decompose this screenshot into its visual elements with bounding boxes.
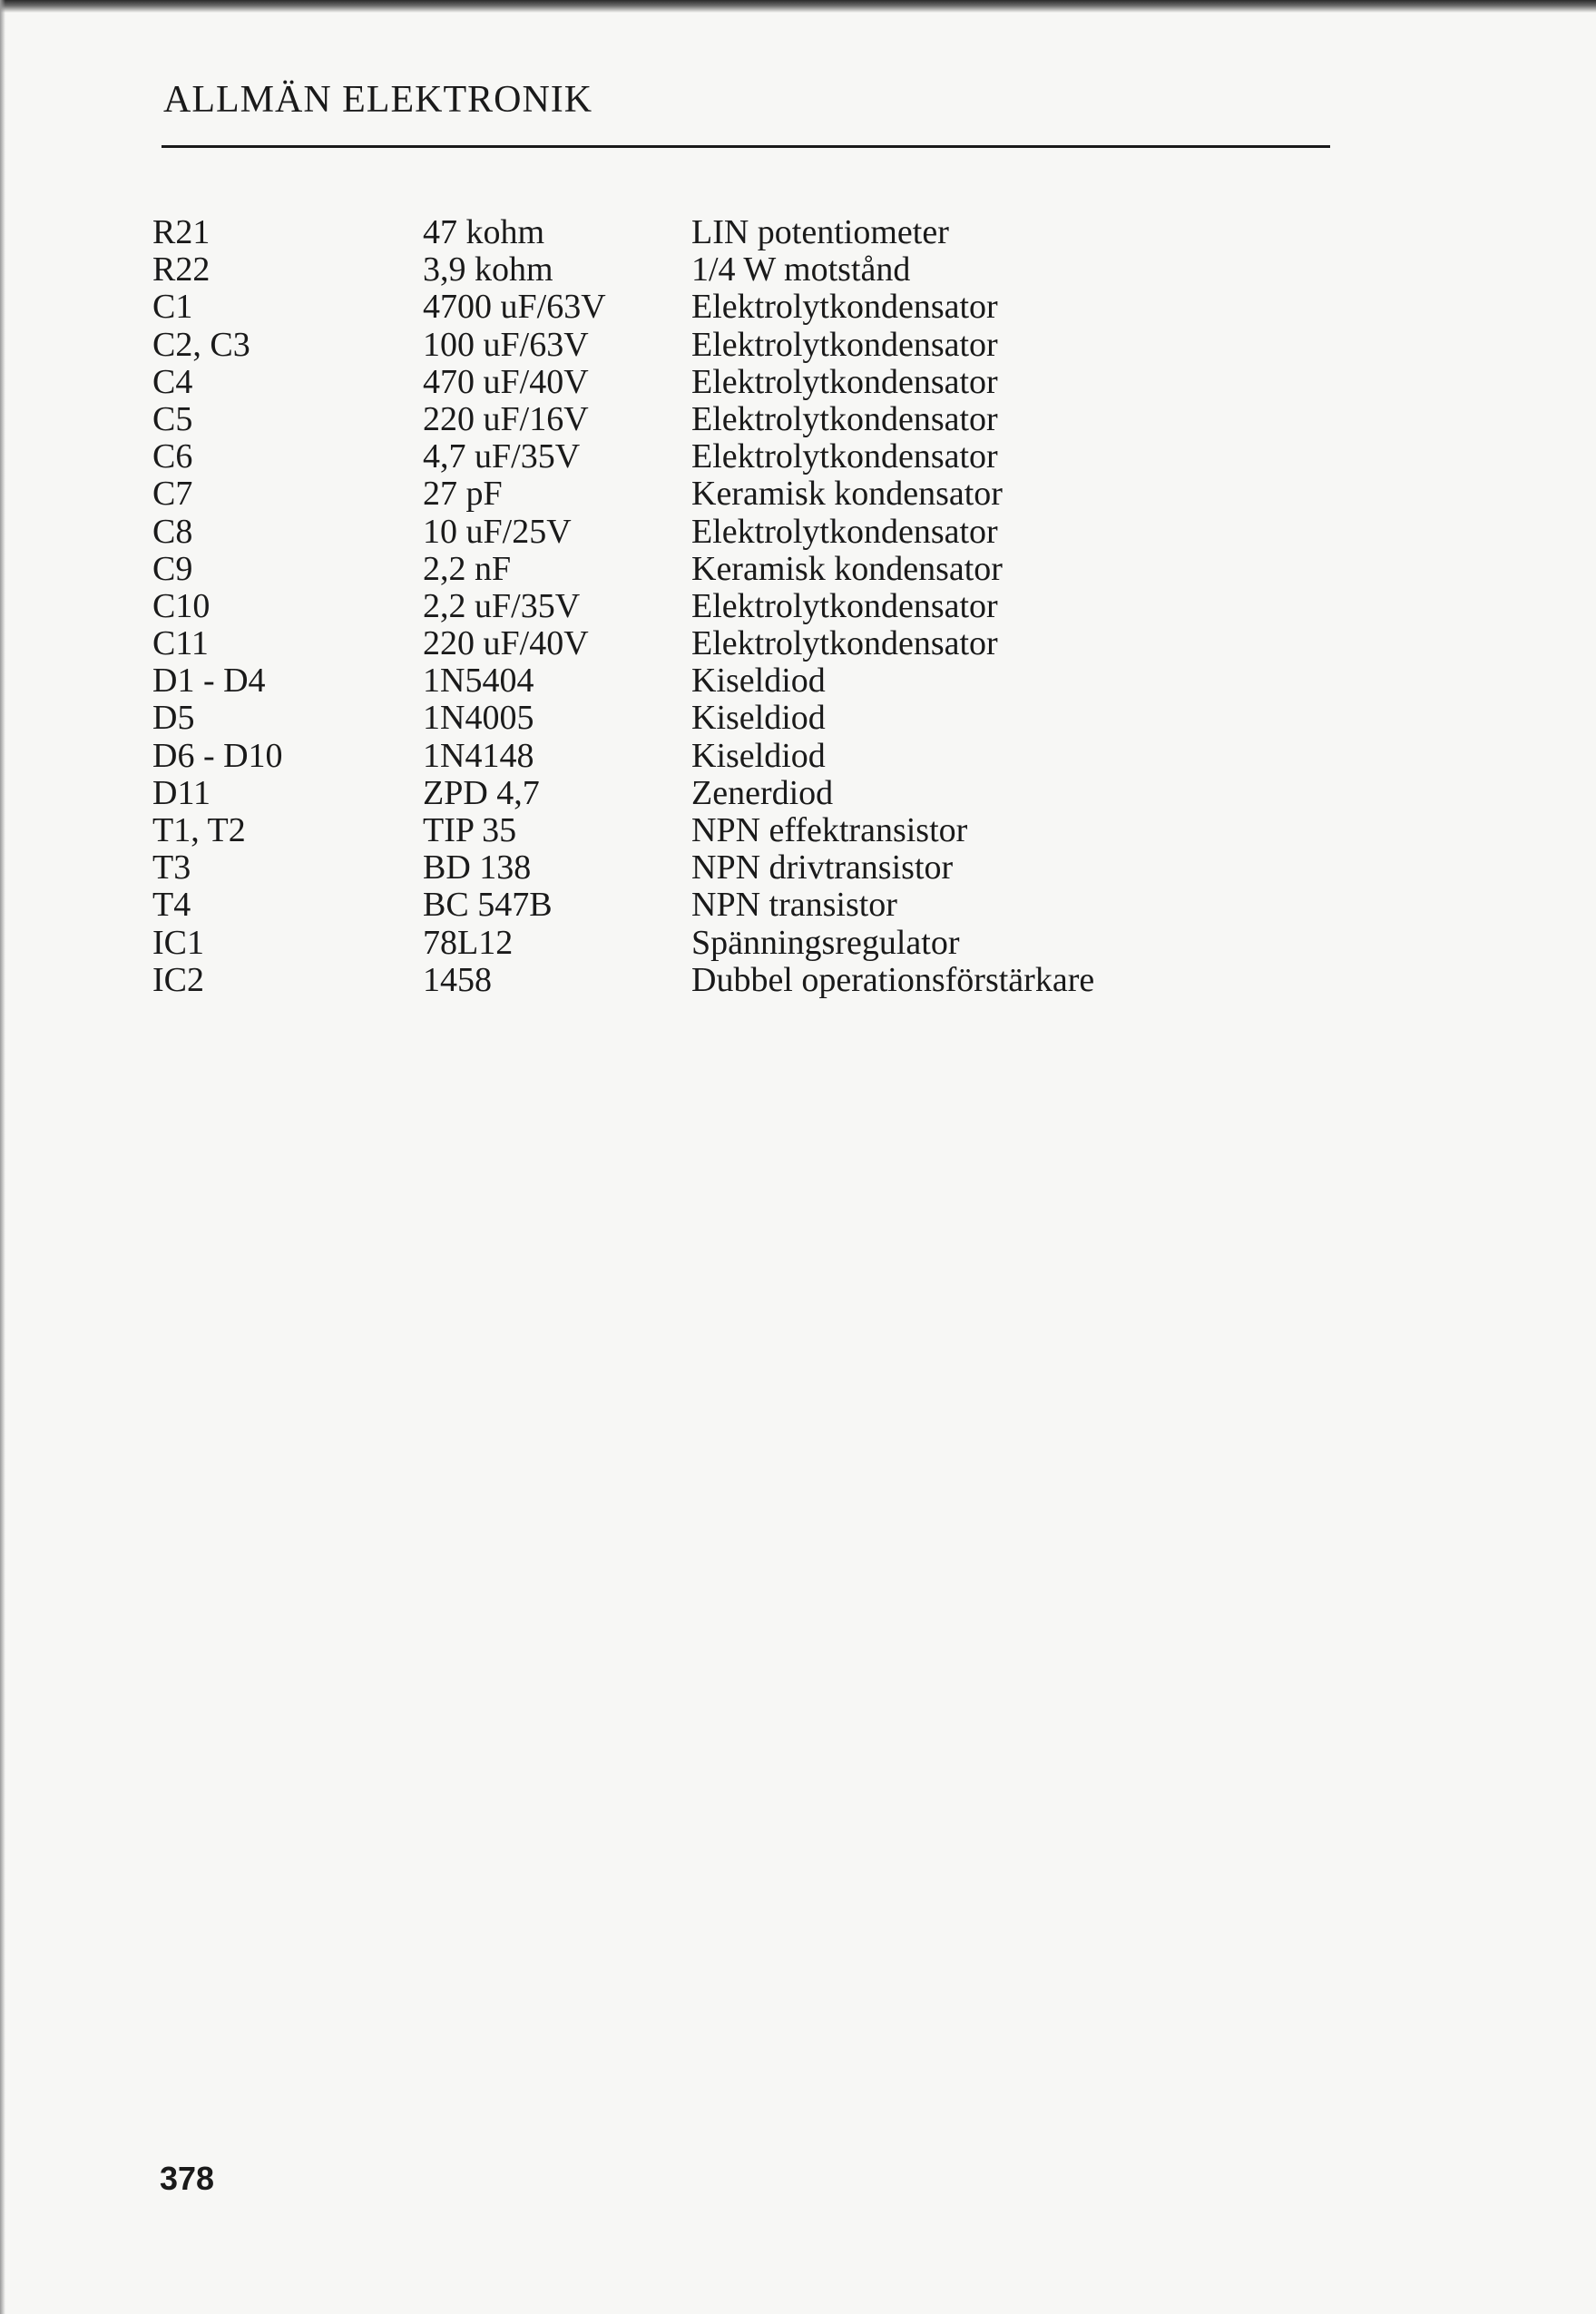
- part-reference: C6: [152, 437, 193, 476]
- part-row: [152, 401, 1441, 438]
- part-value: 4,7 uF/35V: [423, 437, 581, 476]
- part-row: [152, 775, 1441, 812]
- part-reference: C8: [152, 512, 193, 551]
- part-value: 470 uF/40V: [423, 362, 589, 401]
- part-row: [152, 588, 1441, 625]
- part-value: 1N4005: [423, 699, 534, 738]
- part-reference: IC1: [152, 923, 204, 962]
- part-reference: C4: [152, 362, 193, 401]
- part-reference: R21: [152, 213, 211, 251]
- part-row: [152, 812, 1441, 849]
- part-value: 1N5404: [423, 662, 534, 701]
- part-reference: T1, T2: [152, 811, 246, 849]
- part-reference: C9: [152, 549, 193, 588]
- part-type: Elektrolytkondensator: [691, 437, 998, 476]
- header-rule: [162, 145, 1330, 148]
- part-row: [152, 476, 1441, 513]
- running-head: ALLMÄN ELEKTRONIK: [163, 79, 593, 121]
- part-value: ZPD 4,7: [423, 773, 540, 812]
- part-type: Keramisk kondensator: [691, 475, 1003, 514]
- part-type: Spänningsregulator: [691, 923, 960, 962]
- part-value: 2,2 uF/35V: [423, 586, 581, 625]
- part-type: NPN drivtransistor: [691, 848, 954, 887]
- page-top-shadow: [0, 0, 1596, 13]
- part-value: 10 uF/25V: [423, 512, 572, 551]
- part-type: Kiseldiod: [691, 699, 826, 738]
- part-value: BD 138: [423, 848, 532, 887]
- part-type: LIN potentiometer: [691, 213, 949, 251]
- page-left-edge: [0, 0, 5, 2314]
- part-type: Elektrolytkondensator: [691, 624, 998, 663]
- part-reference: IC2: [152, 960, 204, 999]
- part-type: Elektrolytkondensator: [691, 399, 998, 438]
- part-value: 47 kohm: [423, 213, 545, 251]
- part-type: Elektrolytkondensator: [691, 325, 998, 364]
- part-type: Kiseldiod: [691, 736, 826, 775]
- part-row: [152, 962, 1441, 999]
- part-type: Dubbel operationsförstärkare: [691, 960, 1095, 999]
- part-row: [152, 289, 1441, 326]
- part-row: [152, 551, 1441, 588]
- part-reference: C7: [152, 475, 193, 514]
- part-row: [152, 662, 1441, 700]
- part-row: [152, 251, 1441, 289]
- part-row: [152, 214, 1441, 251]
- part-reference: R22: [152, 250, 211, 289]
- part-value: 220 uF/16V: [423, 399, 589, 438]
- part-value: BC 547B: [423, 886, 553, 925]
- part-reference: C2, C3: [152, 325, 250, 364]
- page-number: 378: [160, 2160, 215, 2197]
- part-reference: C10: [152, 586, 211, 625]
- part-row: [152, 514, 1441, 551]
- part-row: [152, 925, 1441, 962]
- part-value: 1N4148: [423, 736, 534, 775]
- part-value: 1458: [423, 960, 492, 999]
- part-reference: C5: [152, 399, 193, 438]
- part-value: 100 uF/63V: [423, 325, 589, 364]
- part-row: [152, 625, 1441, 662]
- part-reference: D6 - D10: [152, 736, 283, 775]
- part-value: TIP 35: [423, 811, 517, 849]
- part-reference: T3: [152, 848, 191, 887]
- part-row: [152, 700, 1441, 737]
- part-row: [152, 738, 1441, 775]
- part-value: 27 pF: [423, 475, 503, 514]
- part-type: 1/4 W motstånd: [691, 250, 911, 289]
- part-value: 3,9 kohm: [423, 250, 553, 289]
- part-type: Zenerdiod: [691, 773, 834, 812]
- part-reference: D1 - D4: [152, 662, 266, 701]
- part-value: 2,2 nF: [423, 549, 512, 588]
- part-type: Elektrolytkondensator: [691, 288, 998, 327]
- part-type: Kiseldiod: [691, 662, 826, 701]
- part-reference: D5: [152, 699, 195, 738]
- part-value: 4700 uF/63V: [423, 288, 606, 327]
- part-value: 220 uF/40V: [423, 624, 589, 663]
- part-type: Keramisk kondensator: [691, 549, 1003, 588]
- part-type: Elektrolytkondensator: [691, 586, 998, 625]
- part-reference: C1: [152, 288, 193, 327]
- part-type: Elektrolytkondensator: [691, 512, 998, 551]
- part-row: [152, 887, 1441, 924]
- part-row: [152, 364, 1441, 401]
- part-reference: D11: [152, 773, 211, 812]
- parts-list: [152, 214, 1441, 999]
- part-row: [152, 849, 1441, 887]
- part-row: [152, 438, 1441, 476]
- part-type: NPN transistor: [691, 886, 897, 925]
- part-type: NPN effektransistor: [691, 811, 968, 849]
- part-reference: C11: [152, 624, 209, 663]
- part-type: Elektrolytkondensator: [691, 362, 998, 401]
- part-value: 78L12: [423, 923, 514, 962]
- part-row: [152, 327, 1441, 364]
- part-reference: T4: [152, 886, 191, 925]
